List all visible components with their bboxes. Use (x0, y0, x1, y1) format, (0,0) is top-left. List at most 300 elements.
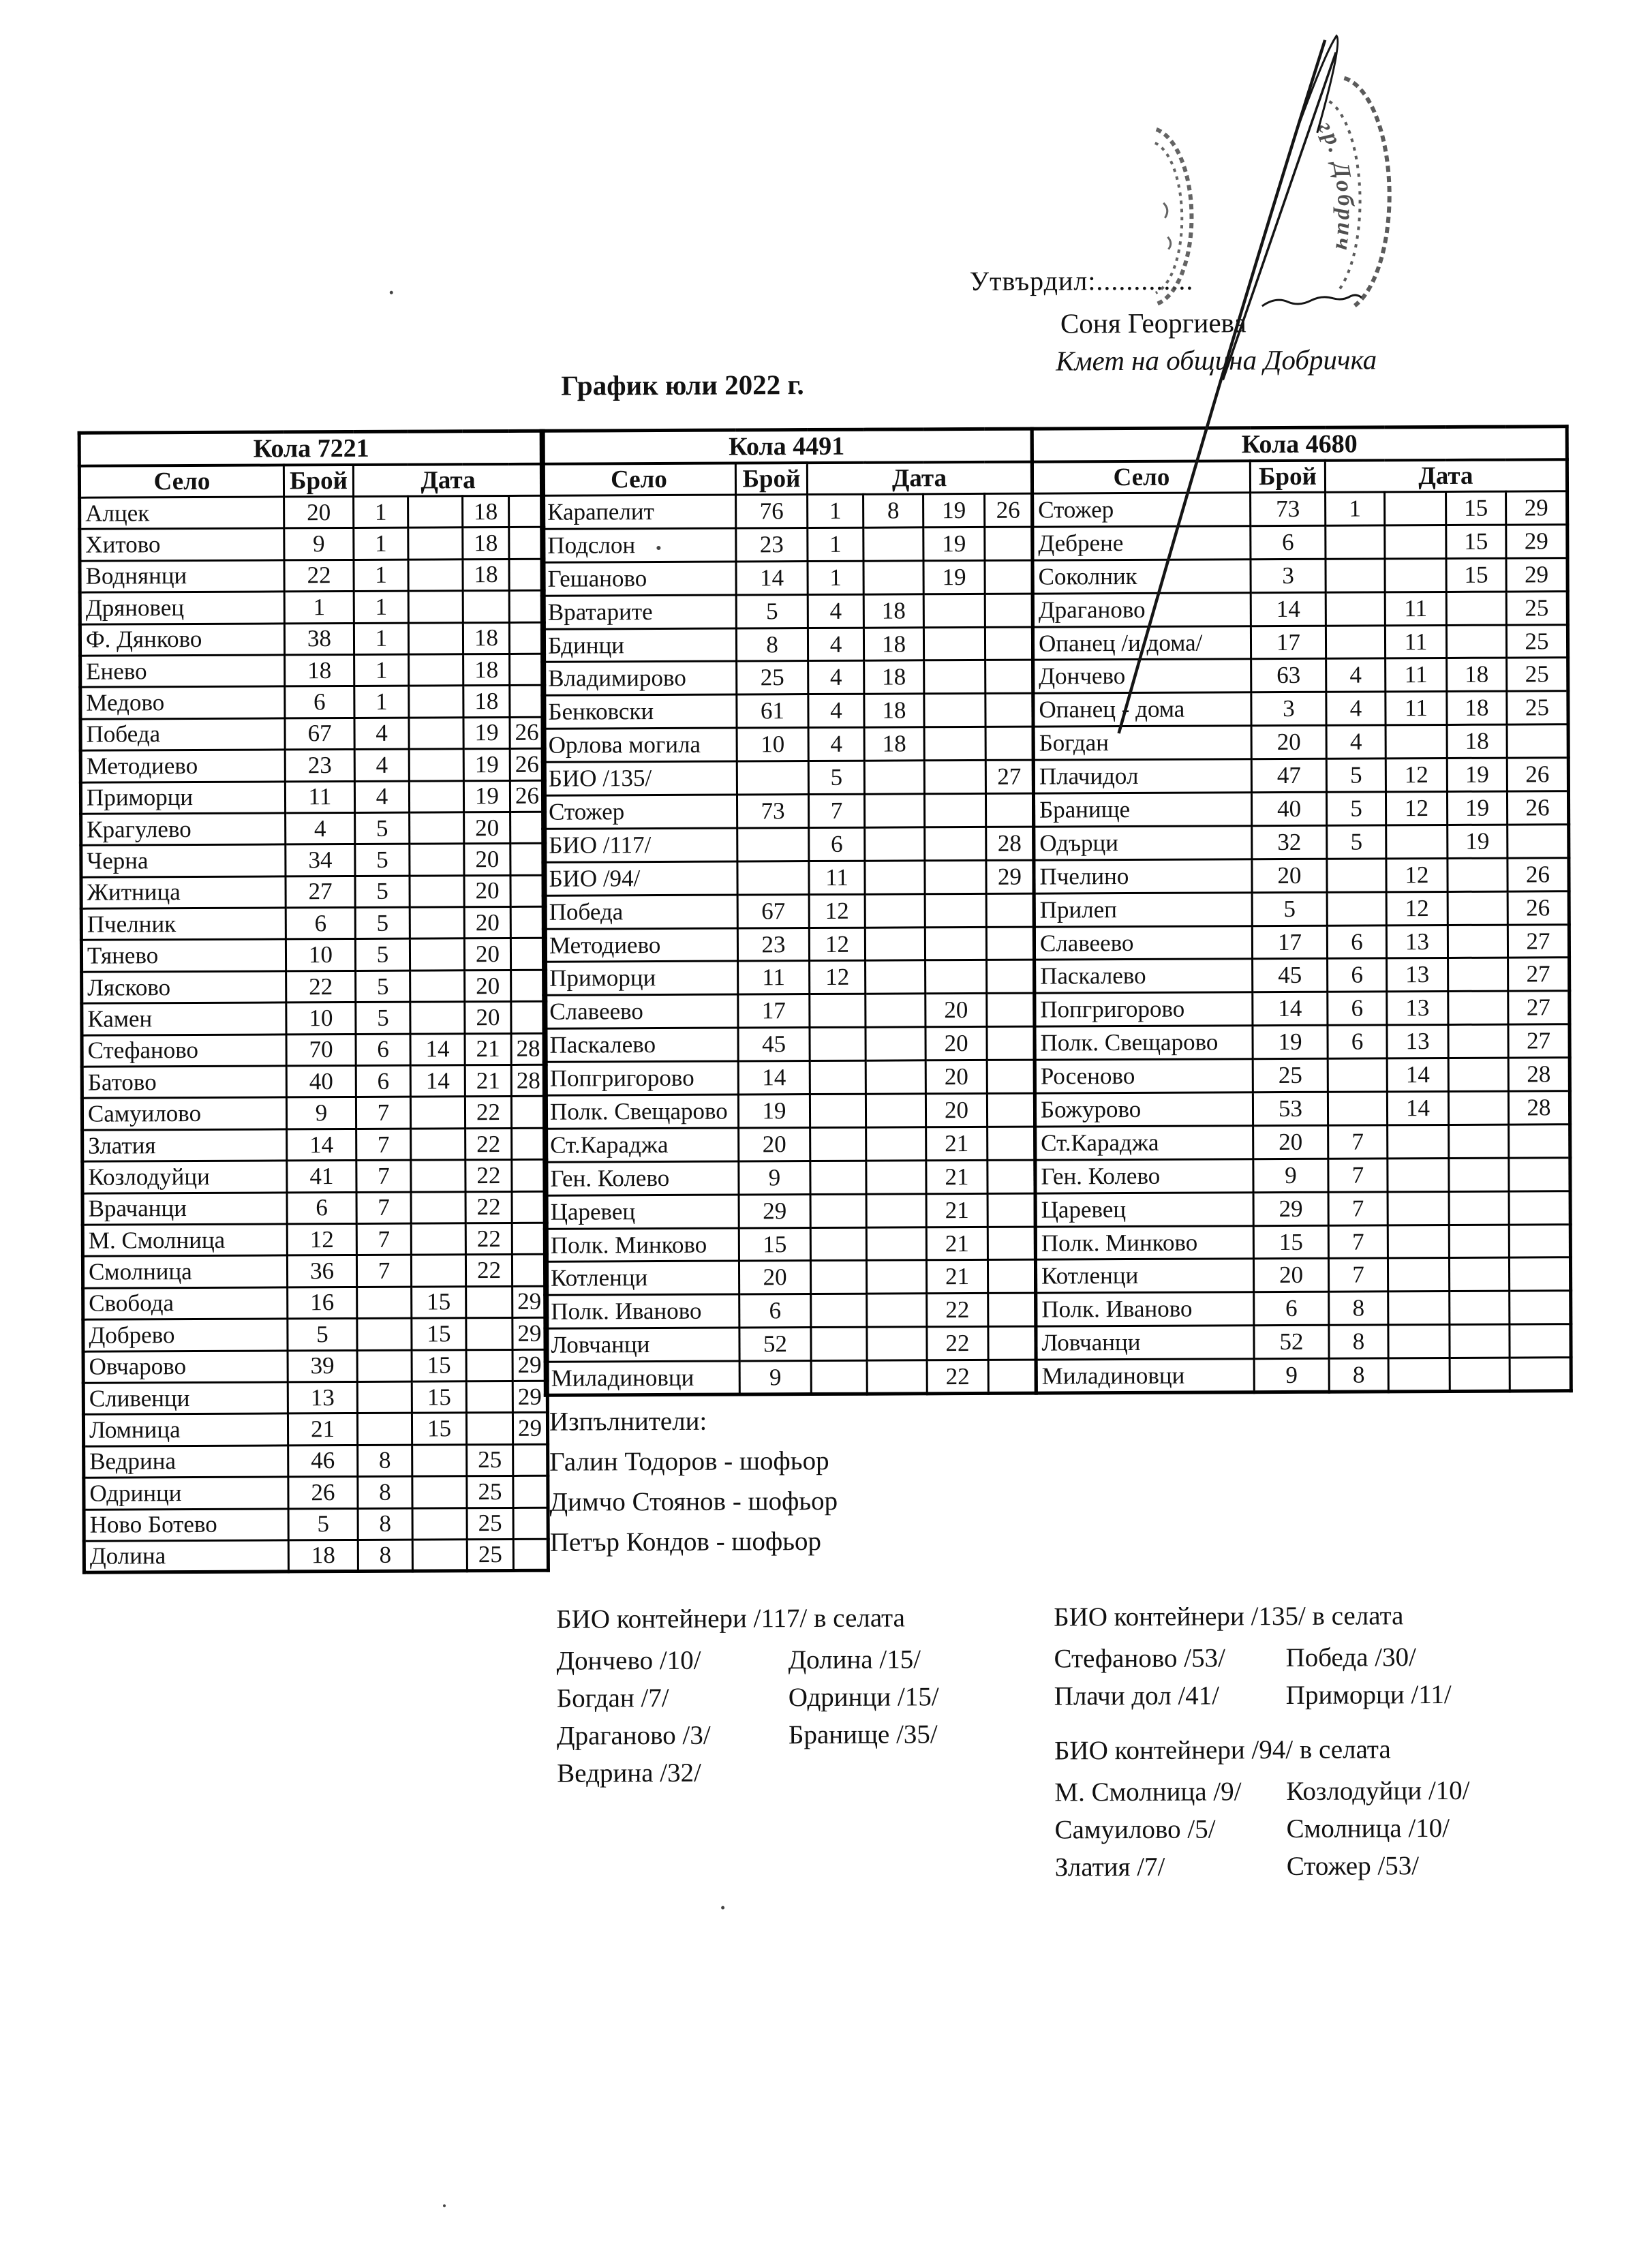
table-row (1032, 624, 1567, 660)
bio-section-title: БИО контейнери /117/ в селата (556, 1603, 906, 1634)
date-cell (924, 660, 985, 694)
date-cell (1385, 491, 1446, 525)
date-cell (509, 495, 544, 528)
date-cell: 7 (356, 1223, 411, 1255)
bio-section-117 (556, 1602, 939, 1795)
table-row (542, 493, 1032, 529)
bio-item: Самуилово /5/ (1054, 1814, 1216, 1845)
date-cell (463, 591, 509, 623)
date-cell (863, 561, 923, 594)
date-cell (863, 528, 923, 561)
executor-item: Димчо Стоянов - шофьор (549, 1486, 838, 1517)
village-cell: Победа (543, 895, 737, 929)
village-cell: Попгригорово (1035, 992, 1253, 1026)
date-cell (1388, 1225, 1449, 1258)
date-cell: 4 (808, 694, 864, 728)
bio-row (557, 1719, 939, 1758)
count-cell: 14 (287, 1129, 356, 1161)
village-cell: Одринци (84, 1477, 288, 1510)
executors-list (549, 1446, 838, 1568)
table-row (1032, 591, 1567, 626)
village-cell: Врачанци (82, 1192, 287, 1225)
date-cell (810, 994, 866, 1028)
date-cell (513, 1476, 548, 1508)
date-cell: 26 (1508, 857, 1569, 891)
date-cell (925, 893, 986, 927)
date-cell: 19 (1447, 791, 1507, 825)
count-cell: 17 (738, 994, 810, 1028)
village-cell: Карапелит (542, 495, 736, 529)
date-cell: 29 (1506, 557, 1567, 591)
date-cell: 8 (863, 494, 923, 528)
date-cell (411, 1129, 465, 1161)
table-row (81, 812, 545, 845)
village-cell: Лясково (82, 971, 286, 1004)
date-cell: 21 (926, 1227, 988, 1260)
village-cell: Ст.Караджа (1035, 1126, 1253, 1160)
village-cell: Стожер (1032, 493, 1251, 527)
date-cell: 26 (985, 493, 1032, 527)
village-cell: Ловчанци (1036, 1326, 1254, 1360)
date-cell: 5 (355, 876, 410, 908)
table-row (82, 1001, 546, 1035)
date-cell: 15 (412, 1413, 466, 1445)
table-row (80, 495, 544, 529)
bio-item: Златия /7/ (1054, 1852, 1165, 1882)
table-row (1033, 758, 1568, 793)
date-cell (1388, 1325, 1450, 1358)
scan-speck (443, 2204, 446, 2207)
date-cell: 18 (1447, 691, 1507, 724)
count-cell: 36 (287, 1255, 356, 1287)
date-cell: 5 (1326, 759, 1386, 792)
count-cell: 17 (1252, 926, 1327, 959)
date-cell (409, 654, 463, 686)
executors-section (549, 1405, 838, 1568)
date-cell (512, 1255, 547, 1287)
date-cell: 4 (808, 661, 864, 694)
date-cell: 13 (1387, 958, 1448, 992)
bio-item: Бранище /35/ (788, 1719, 938, 1750)
date-cell: 29 (513, 1286, 547, 1318)
date-cell: 13 (1386, 925, 1448, 958)
date-cell (1449, 1225, 1509, 1258)
table-row (83, 1349, 547, 1383)
count-cell: 45 (1253, 959, 1328, 992)
count-cell: 3 (1251, 692, 1326, 726)
date-cell (866, 1094, 926, 1127)
table-car-header (79, 431, 543, 465)
bio-row (1055, 1850, 1470, 1890)
date-cell: 26 (510, 717, 545, 749)
date-cell (511, 1001, 546, 1033)
village-cell: Полк. Свещарово (1035, 1026, 1253, 1060)
table-row (542, 660, 1033, 696)
date-cell (466, 1349, 513, 1381)
date-cell (1385, 525, 1446, 558)
count-cell: 46 (288, 1445, 358, 1477)
date-cell (510, 906, 545, 938)
count-cell: 10 (286, 939, 355, 971)
table-row (545, 1193, 1035, 1229)
date-cell (511, 970, 546, 1002)
date-cell (512, 1159, 547, 1191)
count-cell: 23 (736, 528, 808, 561)
stamp-text: гр. Добрич (1313, 116, 1358, 254)
table-row (542, 760, 1033, 795)
date-cell: 4 (1326, 692, 1386, 725)
date-cell: 6 (1328, 958, 1387, 992)
date-cell (865, 894, 925, 928)
village-column-header: Село (79, 465, 284, 498)
table-row (81, 938, 545, 972)
date-cell (411, 1223, 465, 1255)
village-cell: Вратарите (542, 595, 736, 629)
village-cell: Приморци (80, 781, 285, 814)
date-cell (412, 1508, 467, 1540)
date-cell: 4 (1326, 658, 1386, 692)
date-cell (925, 827, 986, 860)
date-cell (466, 1286, 513, 1318)
village-cell: Козлодуйци (82, 1161, 287, 1193)
date-cell: 26 (510, 780, 545, 812)
table-row (83, 1286, 547, 1319)
table-row (82, 1159, 547, 1193)
date-cell: 7 (1328, 1225, 1388, 1258)
table-row (545, 1360, 1036, 1395)
table-row (82, 1191, 547, 1225)
bio-item: Драганово /3/ (556, 1720, 711, 1751)
village-cell: Стожер (542, 795, 737, 829)
date-cell (985, 660, 1033, 694)
table-row (1035, 991, 1570, 1026)
date-cell (510, 654, 545, 686)
count-cell: 26 (288, 1477, 358, 1509)
date-cell: 18 (864, 660, 924, 694)
date-cell (985, 627, 1032, 660)
count-cell: 19 (1253, 1025, 1328, 1058)
count-cell: 32 (1252, 825, 1327, 859)
count-cell: 3 (1251, 559, 1326, 592)
date-cell (1386, 825, 1448, 858)
date-cell: 15 (1446, 491, 1506, 525)
count-cell: 10 (286, 1003, 356, 1035)
count-cell (737, 827, 809, 861)
date-cell (987, 1093, 1035, 1127)
date-cell (357, 1287, 412, 1319)
date-cell (1507, 724, 1568, 758)
count-cell: 40 (1251, 792, 1326, 825)
table-row (83, 1381, 547, 1414)
count-cell: 52 (1254, 1325, 1329, 1358)
bio-item: Одринци /15/ (788, 1682, 939, 1713)
date-cell: 20 (464, 907, 510, 939)
village-cell: Дряновец (80, 592, 284, 624)
date-cell (1327, 892, 1386, 926)
table-row (543, 860, 1034, 896)
date-cell: 20 (926, 1093, 987, 1127)
approval-label: Утвърдил:............. (969, 264, 1194, 297)
village-cell: Ново Ботево (84, 1508, 288, 1541)
date-cell: 25 (467, 1539, 513, 1571)
date-cell: 20 (465, 1002, 511, 1034)
date-cell (811, 1294, 867, 1328)
table-row (81, 906, 545, 940)
village-cell: Методиево (80, 750, 285, 782)
date-cell (866, 994, 926, 1027)
count-cell: 20 (1252, 859, 1327, 892)
date-cell: 27 (985, 760, 1033, 793)
date-cell (510, 844, 545, 876)
table-row (80, 717, 545, 750)
village-cell: Паскалево (1035, 959, 1253, 993)
date-cell: 1 (354, 623, 408, 655)
date-cell: 13 (1387, 1025, 1448, 1058)
bio-row (557, 1756, 939, 1795)
date-cell (1448, 1058, 1508, 1091)
date-cell (357, 1350, 412, 1382)
date-cell: 1 (808, 561, 863, 594)
count-cell: 8 (736, 628, 808, 661)
village-cell: Златия (82, 1129, 287, 1162)
table-row (1034, 924, 1569, 960)
date-cell (410, 875, 464, 907)
date-column-header: Дата (1325, 459, 1567, 492)
date-cell: 19 (463, 717, 510, 749)
count-cell (737, 761, 808, 795)
date-cell (511, 1097, 546, 1129)
date-cell: 20 (926, 1060, 987, 1094)
village-cell: Пчелино (1034, 859, 1252, 893)
count-cell: 20 (1253, 1259, 1328, 1292)
date-cell: 25 (1506, 624, 1567, 658)
date-cell (865, 861, 925, 894)
village-cell: Орлова могила (542, 728, 737, 762)
count-cell: 14 (1253, 992, 1328, 1026)
village-cell: Победа (80, 718, 285, 751)
count-cell: 41 (287, 1161, 356, 1193)
date-cell: 28 (1508, 1058, 1570, 1091)
date-cell (1327, 859, 1386, 892)
date-cell: 13 (1387, 992, 1448, 1025)
village-cell: Ломница (83, 1413, 288, 1446)
date-cell: 6 (1328, 992, 1387, 1025)
table-row (545, 1326, 1036, 1362)
date-cell: 26 (510, 748, 545, 780)
date-cell: 6 (1328, 1025, 1387, 1058)
village-cell: Миладиновци (1036, 1359, 1254, 1393)
date-cell (1328, 1058, 1387, 1092)
table-row (542, 693, 1033, 729)
table-row (82, 1097, 546, 1130)
date-cell (410, 1002, 465, 1034)
date-cell (513, 1444, 548, 1476)
executor-item: Петър Кондов - шофьор (549, 1526, 822, 1557)
date-cell: 19 (463, 749, 510, 781)
date-cell: 25 (1506, 591, 1567, 624)
village-cell: Батово (82, 1066, 286, 1099)
table-row (82, 1033, 546, 1067)
date-cell: 11 (1385, 625, 1446, 658)
date-cell: 7 (356, 1097, 410, 1129)
date-cell: 29 (986, 860, 1034, 893)
table-car-header (1032, 427, 1567, 462)
date-cell (866, 1060, 926, 1094)
date-cell: 15 (412, 1381, 466, 1413)
village-cell: Опанец /и дома/ (1032, 626, 1251, 660)
village-cell: Камен (82, 1003, 286, 1035)
date-cell (867, 1327, 927, 1360)
table-row (1034, 891, 1569, 926)
date-cell (1449, 1125, 1509, 1158)
count-cell: 6 (1254, 1292, 1329, 1326)
date-cell (1446, 625, 1506, 658)
executor-item: Галин Тодоров - шофьор (549, 1446, 829, 1477)
count-cell: 6 (285, 686, 354, 718)
count-cell: 10 (737, 728, 808, 761)
date-cell: 21 (926, 1127, 988, 1160)
date-cell: 4 (808, 594, 863, 628)
date-cell (466, 1381, 513, 1413)
date-cell: 19 (463, 780, 510, 812)
table-row (1033, 658, 1568, 693)
date-cell (1509, 1125, 1570, 1158)
date-cell (1448, 858, 1508, 891)
village-cell: БИО /135/ (542, 761, 737, 795)
count-cell: 9 (286, 1097, 356, 1129)
village-cell: Добрево (83, 1319, 288, 1351)
table-row (1036, 1324, 1571, 1360)
date-cell: 26 (1507, 758, 1568, 791)
count-cell: 29 (1253, 1192, 1328, 1225)
count-cell: 18 (288, 1540, 358, 1572)
village-cell: Самуилово (82, 1097, 286, 1130)
village-cell: Сливенци (83, 1382, 288, 1415)
count-cell: 40 (286, 1065, 356, 1097)
count-cell: 6 (286, 908, 355, 940)
date-cell (1450, 1358, 1510, 1391)
village-cell: Черна (81, 844, 286, 877)
count-cell: 11 (738, 961, 810, 994)
count-cell: 1 (284, 592, 354, 624)
table-row (80, 748, 545, 782)
date-cell: 22 (465, 1097, 511, 1129)
date-cell: 4 (354, 718, 409, 750)
count-cell: 6 (287, 1192, 356, 1224)
date-cell (988, 1293, 1036, 1326)
count-cell: 22 (286, 970, 356, 1003)
date-cell: 29 (1506, 491, 1567, 525)
date-cell: 14 (1387, 1091, 1448, 1125)
date-cell (810, 1227, 866, 1261)
table-row (1036, 1291, 1571, 1326)
date-cell (412, 1540, 467, 1572)
date-cell (988, 1227, 1035, 1260)
table-row (83, 1413, 547, 1446)
date-cell (864, 761, 924, 794)
village-cell: Славеево (1034, 926, 1252, 960)
table-row (82, 1128, 547, 1161)
date-cell: 18 (864, 694, 924, 727)
date-cell: 25 (467, 1444, 513, 1476)
table-row (80, 559, 544, 592)
count-cell: 14 (738, 1061, 810, 1095)
bio-section-title: БИО контейнери /135/ в селата (1054, 1601, 1404, 1632)
count-cell: 15 (1253, 1225, 1328, 1259)
date-cell (865, 827, 925, 861)
bio-item: Дончево /10/ (556, 1645, 701, 1676)
date-cell: 20 (465, 970, 511, 1002)
count-cell: 47 (1251, 759, 1326, 792)
page-title: График юли 2022 г. (561, 369, 804, 401)
date-cell (926, 960, 987, 994)
count-cell: 5 (1252, 892, 1327, 926)
village-cell: Тянево (81, 939, 286, 972)
table-row (82, 970, 546, 1003)
date-cell: 18 (1447, 724, 1507, 758)
table-row (544, 1026, 1035, 1062)
bio-item (789, 1756, 939, 1794)
date-cell (985, 727, 1033, 760)
table-row (80, 780, 545, 814)
village-cell: Одърци (1034, 826, 1252, 860)
date-cell: 25 (467, 1508, 513, 1540)
date-cell (410, 938, 464, 970)
date-cell: 27 (1508, 991, 1570, 1024)
date-cell: 4 (1326, 725, 1386, 759)
table-row (80, 654, 545, 687)
approver-name: Соня Георгиева (1060, 307, 1246, 339)
village-cell: Методиево (543, 928, 737, 962)
date-cell (864, 794, 924, 827)
village-cell: Ловчанци (545, 1328, 739, 1362)
table-row (543, 893, 1034, 929)
date-cell (988, 1160, 1035, 1193)
date-cell: 1 (808, 494, 863, 528)
date-cell (1510, 1291, 1571, 1324)
scan-speck (390, 291, 393, 294)
village-cell: Полк. Минково (1035, 1225, 1253, 1259)
village-cell: БИО /117/ (543, 828, 737, 862)
table-row (1032, 525, 1567, 560)
table-row (1033, 791, 1568, 827)
date-cell (410, 844, 464, 876)
date-cell (509, 528, 544, 560)
date-cell (987, 993, 1035, 1026)
table-row (542, 627, 1032, 662)
date-cell: 8 (358, 1540, 412, 1572)
village-cell: Опанец - дома (1033, 692, 1251, 727)
date-cell (811, 1327, 867, 1360)
date-cell: 29 (513, 1413, 547, 1445)
date-cell (1448, 925, 1508, 958)
table-row (1034, 857, 1569, 893)
signature-squiggle (1262, 295, 1362, 306)
date-cell (986, 927, 1034, 960)
date-cell (1509, 1224, 1570, 1257)
date-cell (866, 1027, 926, 1060)
count-cell: 9 (1253, 1159, 1328, 1192)
bio-item: Победа /30/ (1285, 1642, 1416, 1673)
date-cell: 18 (463, 495, 509, 528)
table-row (545, 1260, 1035, 1296)
date-cell: 5 (356, 970, 410, 1003)
date-cell (510, 686, 545, 718)
car-label: Кола 7221 (79, 431, 543, 465)
date-cell: 4 (354, 781, 409, 813)
table-row (543, 927, 1034, 962)
date-cell (987, 960, 1035, 994)
